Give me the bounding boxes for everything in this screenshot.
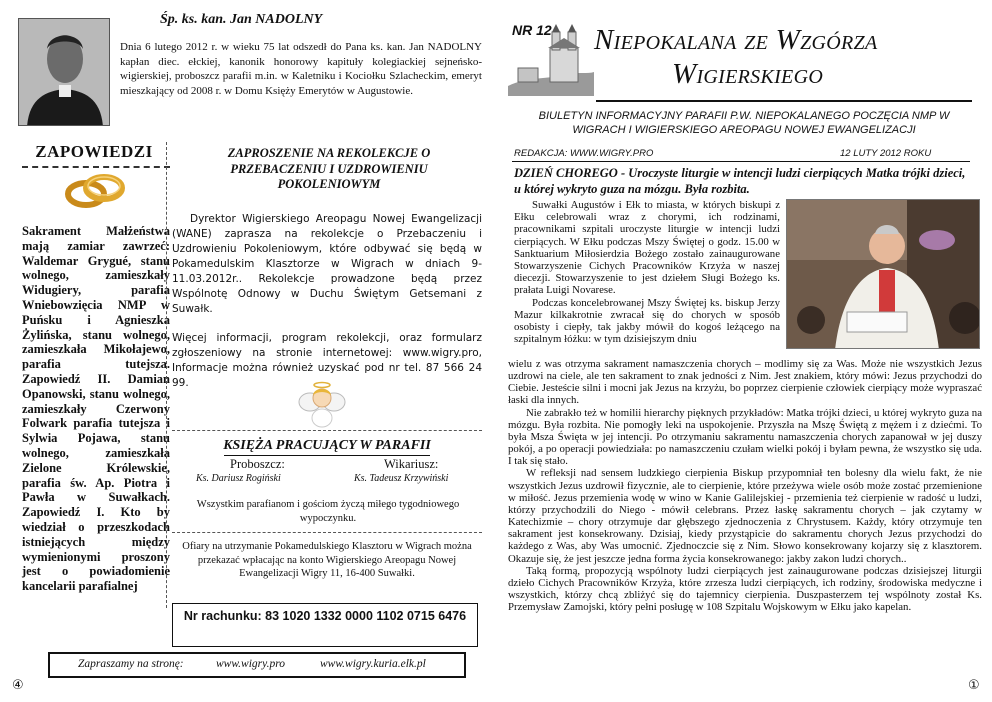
bulletin-subtitle: BIULETYN INFORMACYJNY PARAFII P.W. NIEPOKALANEGO POCZĘCIA NMP W WIGRACH I WIGIERSKIEGO AREOPAGU NOWEJ EWANGELIZACJI — [538, 110, 950, 136]
article-paragraph-5: W refleksji nad sensem ludzkiego cierpienia Biskup przypomniał ten bolesny dla wielu fakt, że nie wszystkich Jezus uzdrowił fizycznie, ale to cierpienie, które przeżywa wiele osób może zostać przemienione w miłość. Jezus przemienia wodę w wino w Kanie Galilejskiej - przemienia też cierpienie w radość u ludzi, którzy przychodzili do Niego - mówił celebrans. Przez łaskę sakramentu chorych – jak czytamy w Katechizmie – chory otrzymuje dar głębszego zjednoczenia z Chrystusem. Każdy, który otrzymuje ten sakrament jest konsekrowany. Dzisiaj, kiedy przystąpicie do sakramentu chorych Jezus przychodzi do każdego z Was, aby Was umocnić. Zjednoczcie się z Nim. Słowo konsekrowany kojarzy się z klasztorem. Okazuje się, że jest jeszcze jedna forma życia konsekrowanego: jakby zakon ludzi chorych.. — [508, 467, 982, 565]
article-title: DZIEŃ CHOREGO - Uroczyste liturgie w intencji ludzi cierpiących Matka trójki dzieci, u której wykryto guza na mózgu. Była rozbita. — [514, 166, 966, 196]
obituary-photo — [18, 18, 110, 126]
wedding-rings-icon — [62, 168, 128, 212]
rekolekcje-paragraph-2: Więcej informacji, program rekolekcji, oraz formularz zgłoszeniowy na stronie internetowej: www.wigry.pro, Informacje można również uzyskać pod nr tel. 87 566 24 99. — [172, 332, 482, 389]
footer-link-kuria[interactable]: www.wigry.kuria.elk.pl — [320, 658, 426, 670]
bank-account-box: Nr rachunku: 83 1020 1332 0000 1102 0715 6476 — [172, 603, 478, 647]
rekolekcje-text — [172, 212, 482, 391]
divider — [596, 100, 972, 102]
obituary-title: Śp. ks. kan. Jan NADOLNY — [160, 12, 323, 27]
proboszcz-name: Ks. Dariusz Rogiński — [196, 473, 281, 484]
article-paragraph-3: wielu z was otrzyma sakrament namaszczenia chorych – modlimy się za Was. Może nie wszystkich Jezus uzdrowi na ciele, ale ten sakrament to znak jedności z Nim. Jest znakiem, który mówi: Jezus przychodzi do Ciebie. Jesteście silni i mocni jak Jezus na krzyżu, bo poprzez cierpienie człowiek cierpiący może wypraszać łaski dla innych. — [508, 358, 982, 407]
wikariusz-name: Ks. Tadeusz Krzywiński — [354, 473, 449, 484]
page-number-right: ① — [968, 678, 980, 693]
rekolekcje-paragraph-1: Dyrektor Wigierskiego Areopagu Nowej Ewangelizacji (WANE) zaprasza na rekolekcje o Przebaczeniu i Uzdrowieniu Pokoleniowym, które odbywać się będą w Pokamedulskim Klasztorze w Wigrach w dniach 9-11.03.2012r.. Rekolekcje prowadzone będą przez Wspólnotę Odnowy w Duchu Świętym Getsemani z Suwałk. — [172, 213, 482, 315]
zapowiedzi-section — [18, 140, 170, 610]
divider — [224, 455, 430, 456]
page-number-left: ④ — [12, 678, 24, 693]
wikariusz-label: Wikariusz: — [384, 457, 439, 471]
issue-number: NR 12 — [512, 22, 552, 38]
footer-label: Zapraszamy na stronę: — [78, 658, 184, 670]
zapowiedzi-title: ZAPOWIEDZI — [35, 142, 153, 161]
rekolekcje-title: ZAPROSZENIE NA REKOLEKCJE O PRZEBACZENIU I UZDROWIENIU POKOLENIOWYM — [227, 146, 431, 191]
bishop-photo — [786, 199, 980, 349]
divider — [512, 161, 970, 162]
article-paragraph-4: Nie zabrakło też w homilii hierarchy pięknych przykładów: Matka trójki dzieci, u której wykryto guza na mózgu. Była rozbita. Nie pomogły leki na uspokojenie. Przyszła na Mszę Świętą z mężem i z dziećmi. To była Msza Święta w jej intencji. Po otrzymaniu sakramentu namaszczenia chorych zapanował w jej duszy pokój, a po operacji powiedziała: po namaszczeniu czułam wielki pokój i byłam pewna, że wszystko się uda. I tak się stało. — [508, 406, 982, 468]
divider — [172, 532, 482, 533]
article-body — [508, 358, 982, 613]
article-paragraph-2: Podczas koncelebrowanej Mszy Świętej ks. biskup Jerzy Mazur kilkakrotnie zwracał się do chorych w sposób osobisty i ciepły, tak jakby mówił do kogoś leżącego na szpitalnym łóżku: w tym dzisiejszym dniu — [514, 296, 780, 346]
footer-link-wigry-pro[interactable]: www.wigry.pro — [216, 658, 286, 670]
zapowiedzi-text: Sakrament Małżeństwa mają zamiar zawrzeć: Waldemar Grygué, stanu wolnego, zamieszkały Widugiery, parafia Wniebowzięcia NMP w Puńsku i Agnieszka Żylińska, stanu wolnego, zamieszkała Mikołajewo, parafia tutejsza. Zapowiedź II. Damian Opanowski, stanu wolnego, zamieszkały Czerwony Folwark parafia tutejsza i Sylwia Pojawa, stanu wolnego, zamieszkała Zielone Królewskie, parafia św. Ap. Piotra i Pawła w Suwałkach. Zapowiedź I. Kto by wiedział o przeszkodach istniejących między wymienionymi proszony jest o powiadomienie kancelarii parafialnej — [22, 224, 170, 594]
donation-text: Ofiary na utrzymanie Pokamedulskiego Klasztoru w Wigrach można przekazać wpłacając na konto Wigierskiego Areopagu Nowej Ewangelizacji Wigry 11, 16-400 Suwałki. — [182, 541, 472, 579]
article-intro — [514, 199, 780, 345]
proboszcz-label: Proboszcz: — [230, 457, 285, 471]
editorial-url: REDAKCJA: WWW.WIGRY.PRO — [514, 148, 654, 159]
obituary-text: Dnia 6 lutego 2012 r. w wieku 75 lat odszedł do Pana ks. kan. Jan NADOLNY kapłan diec. ełckiej, kanonik honorowy kapituły kolegiackiej sejneńsko-wigierskiej, proboszcz parafii m.in. w Kaletniku i Kociołku Szlacheckim, emeryt mieszkający od 2008 r. w Domu Księży Emerytów w Augustowie. — [120, 41, 482, 97]
masthead-line-1: Niepokalana ze Wzgórza — [594, 24, 878, 56]
article-paragraph-6: Taką formą, propozycją wspólnoty ludzi cierpiących jest zainaugurowane podczas dzisiejszej liturgii dzieło Cichych Pracowników Krzyża, które zrzesza ludzi cierpiących, ich rodziny, środowiska medyczne i wszystkich, którzy chcą zbliżyć się do tajemnicy cierpienia. Duszpasterzem tej wspólnoty został Ks. Przemysław Zamojski, który pełni posługę w 108 Szpitalu Wojskowym w Ełku jako kapelan. — [508, 564, 982, 614]
ksieza-title: KSIĘŻA PRACUJĄCY W PARAFII — [223, 438, 431, 453]
masthead-line-2: Wigierskiego — [672, 58, 824, 90]
angel-icon — [296, 380, 348, 428]
issue-date: 12 LUTY 2012 ROKU — [840, 148, 932, 159]
article-paragraph-1: Suwałki Augustów i Ełk to miasta, w których biskupi z Ełku celebrowali wraz z chorymi, ich rodzinami, pracownikami szpitali uroczyste liturgie w intencji ludzi cierpiących. W Ełku podczas Mszy Świętej o godz. 15.00 w Sanktuarium Miłosierdzia Bożego zostało zainaugurowane Stowarzyszenie Cichych Pracowników Krzyża w naszej diecezji. Stowarzyszenie to jest dziełem Sługi Bożego ks. prałata Luigi Novarese. — [514, 199, 780, 297]
greeting-text: Wszystkim parafianom i gościom życzą miłego tygodniowego wypoczynku. — [196, 499, 460, 524]
column-divider — [166, 142, 167, 608]
divider — [172, 430, 482, 431]
footer-links-box — [48, 652, 466, 678]
